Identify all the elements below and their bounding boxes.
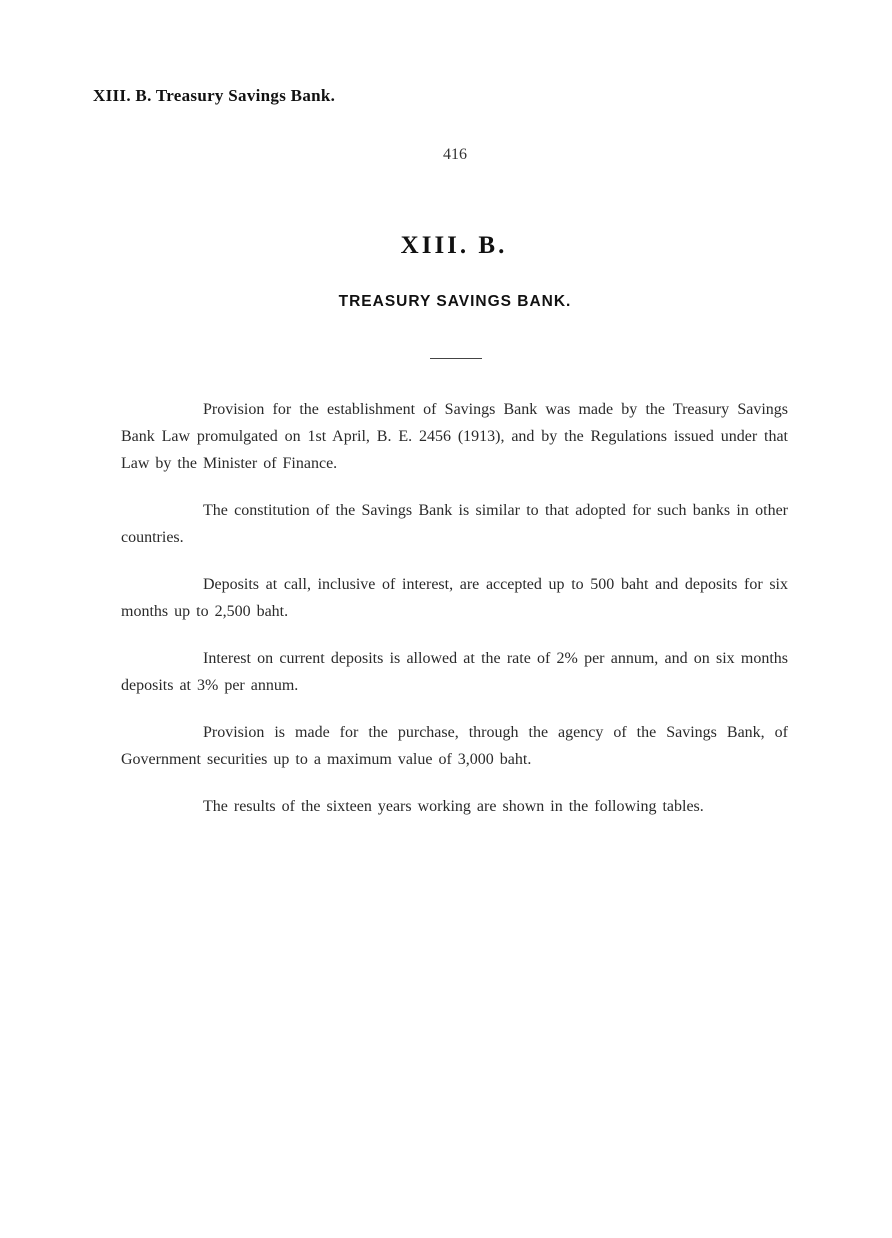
chapter-heading: XIII. B. [400,232,508,259]
running-head: XIII. B. Treasury Savings Bank. [93,86,336,105]
paragraph-interest: Interest on current deposits is allowed at the rate of 2% per annum, and on six months deposits at 3% per annum. [121,650,788,694]
section-title: TREASURY SAVINGS BANK. [338,293,572,310]
paragraph-results: The results of the sixteen years working are shown in the following tables. [203,798,704,815]
paragraph-establishment: Provision for the establishment of Savings Bank was made by the Treasury Savings Bank Law promulgated on 1st April, B. E. 2456 (1913), and by the Regulations issued under that Law by the Minister of Finance. [121,401,788,472]
body-text [121,396,788,820]
title-divider [430,358,482,359]
page-number: 416 [443,146,467,163]
paragraph-securities: Provision is made for the purchase, through the agency of the Savings Bank, of Government securities up to a maximum value of 3,000 baht. [121,724,788,768]
paragraph-constitution: The constitution of the Savings Bank is similar to that adopted for such banks in other countries. [121,502,788,546]
paragraph-deposits: Deposits at call, inclusive of interest, are accepted up to 500 baht and deposits for six months up to 2,500 baht. [121,576,788,620]
